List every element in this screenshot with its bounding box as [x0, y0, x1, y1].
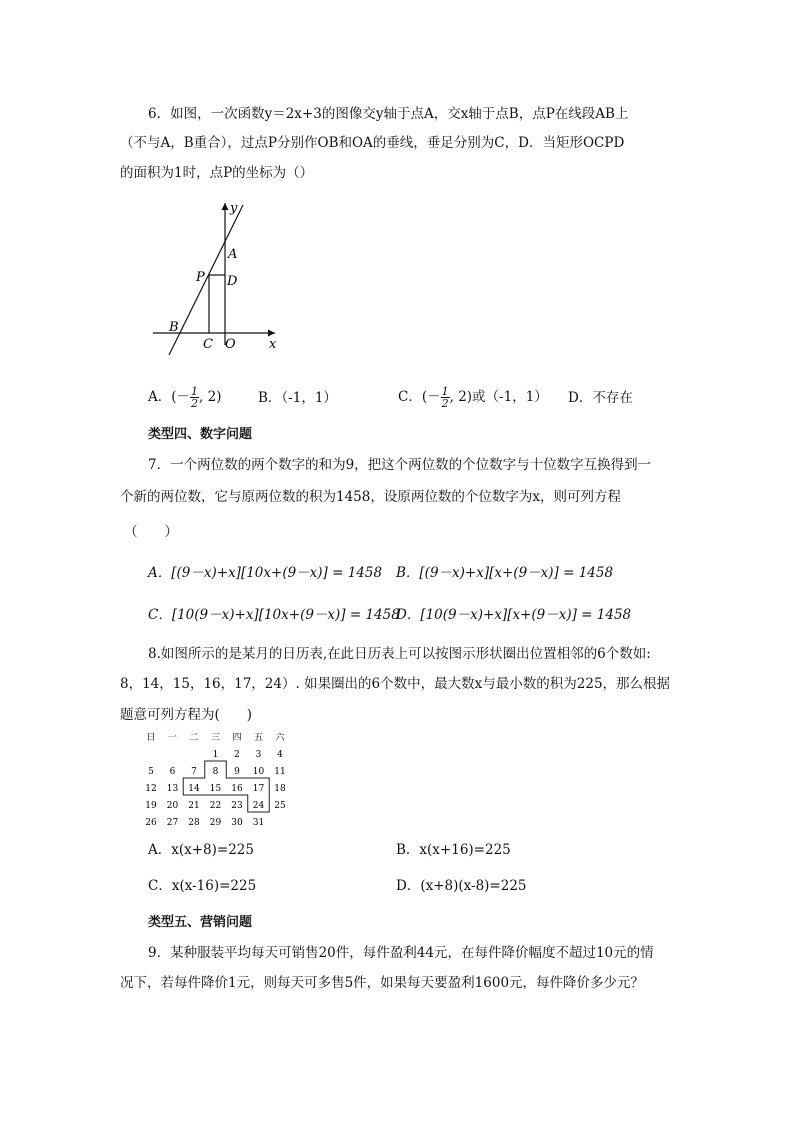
- q7-option-d[interactable]: D．[10(9－x)+x][x+(9－x)] = 1458: [396, 607, 632, 623]
- label-x: x: [269, 337, 277, 352]
- calendar-day-cell: 8: [212, 767, 219, 777]
- calendar-day-cell: 20: [166, 801, 179, 811]
- calendar-day-cell: 13: [166, 784, 179, 794]
- section-heading-4: 类型四、数字问题: [148, 427, 253, 442]
- q6-line-2: （不与A，B重合），过点P分别作OB和OA的垂线，垂足分别为C，D．当矩形OCPD: [120, 135, 625, 151]
- calendar-header-cell: 一: [167, 733, 178, 743]
- calendar-day-cell: 31: [252, 818, 265, 828]
- calendar-header-cell: 日: [146, 733, 156, 743]
- q9-line-1: 9．某种服装平均每天可销售20件，每件盈利44元，在每件降价幅度不超过10元的情: [148, 945, 654, 961]
- q8-option-c[interactable]: C．x(x-16)=225: [148, 878, 257, 894]
- calendar-day-cell: 25: [274, 801, 286, 811]
- calendar-header-cell: 五: [253, 733, 264, 743]
- calendar-day-cell: 22: [209, 801, 222, 811]
- calendar-day-cell: 15: [209, 784, 222, 794]
- q6-option-a[interactable]: A．(－ $\frac{1}{2}$ , 2): [148, 385, 222, 410]
- calendar-table: [140, 728, 300, 828]
- calendar-day-cell: 1: [212, 750, 219, 760]
- q6-line-3: 的面积为1时，点P的坐标为（）: [120, 165, 314, 181]
- q8-option-a[interactable]: A．x(x+8)=225: [148, 842, 254, 858]
- q7-line-2: 个新的两位数，它与原两位数的积为1458，设原两位数的个位数字为x，则可列方程: [120, 489, 621, 505]
- label-B: B: [169, 320, 179, 335]
- q6-line-1: 6．如图，一次函数y＝2x+3的图像交y轴于点A，交x轴于点B，点P在线段AB上: [148, 106, 629, 122]
- fraction-half: $\frac{1}{2}$: [191, 385, 199, 410]
- calendar-day-cell: 19: [145, 801, 157, 811]
- calendar-header-cell: 二: [189, 733, 199, 743]
- calendar-header-cell: 四: [232, 733, 242, 743]
- q9-line-2: 况下，若每件降价1元，则每天可多售5件，如果每天要盈利1600元，每件降价多少元？: [120, 975, 645, 991]
- q7-option-a[interactable]: A．[(9－x)+x][10x+(9－x)] = 1458: [148, 565, 383, 581]
- q7-line-1: 7．一个两位数的两个数字的和为9，把这个两位数的个位数字与十位数字互换得到一: [148, 457, 652, 473]
- q8-option-d[interactable]: D．(x+8)(x-8)=225: [396, 878, 527, 894]
- q6-option-b[interactable]: B．（-1，1）: [258, 390, 337, 406]
- calendar-day-cell: 17: [252, 784, 265, 794]
- calendar-day-cell: 18: [274, 784, 286, 794]
- calendar-day-cell: 4: [277, 750, 283, 760]
- q7-line-3: （ ）: [124, 524, 178, 540]
- calendar-day-cell: 11: [274, 767, 286, 777]
- calendar-day-cell: 24: [252, 801, 265, 811]
- q8-option-b[interactable]: B．x(x+16)=225: [396, 842, 511, 858]
- q7-option-c[interactable]: C．[10(9－x)+x][10x+(9－x)] = 1458: [148, 607, 400, 623]
- calendar-day-cell: 10: [252, 767, 265, 777]
- calendar-day-cell: 2: [234, 750, 240, 760]
- q8-line-2: 8，14，15，16，17，24）. 如果圈出的6个数中，最大数x与最小数的积为225，那么根据: [120, 676, 671, 692]
- label-O: O: [225, 337, 236, 352]
- calendar-day-cell: 14: [188, 784, 200, 794]
- calendar-day-cell: 27: [166, 818, 179, 828]
- calendar-header-cell: 三: [210, 733, 221, 743]
- calendar-day-cell: 5: [148, 767, 154, 777]
- calendar-day-cell: 21: [188, 801, 200, 811]
- calendar-day-cell: 30: [231, 818, 243, 828]
- q6-option-c[interactable]: C．(－ $\frac{1}{2}$ , 2)或（-1，1）: [398, 385, 548, 410]
- calendar-day-cell: 16: [231, 784, 243, 794]
- calendar-day-cell: 26: [145, 818, 157, 828]
- label-P: P: [196, 270, 205, 285]
- calendar-day-cell: 28: [188, 818, 200, 828]
- label-C: C: [203, 337, 213, 352]
- label-y: y: [230, 201, 238, 216]
- q8-line-1: 8.如图所示的是某月的日历表,在此日历表上可以按图示形状圈出位置相邻的6个数如:: [148, 646, 651, 662]
- section-heading-5: 类型五、营销问题: [148, 915, 253, 930]
- calendar-day-cell: 7: [191, 767, 197, 777]
- calendar-day-cell: 3: [255, 750, 262, 760]
- q6-figure: [145, 195, 295, 355]
- calendar-day-cell: 12: [145, 784, 157, 794]
- q7-option-b[interactable]: B．[(9－x)+x][x+(9－x)] = 1458: [396, 565, 614, 581]
- label-D: D: [227, 274, 238, 289]
- fraction-half: $\frac{1}{2}$: [441, 385, 449, 410]
- calendar-day-cell: 9: [234, 767, 240, 777]
- calendar-day-cell: 6: [169, 767, 176, 777]
- calendar-day-cell: 23: [231, 801, 243, 811]
- calendar-header-cell: 六: [275, 733, 285, 743]
- label-A: A: [228, 247, 238, 262]
- q8-line-3: 题意可列方程为( ): [120, 707, 253, 723]
- calendar-day-cell: 29: [209, 818, 222, 828]
- q6-option-d[interactable]: D．不存在: [568, 390, 633, 406]
